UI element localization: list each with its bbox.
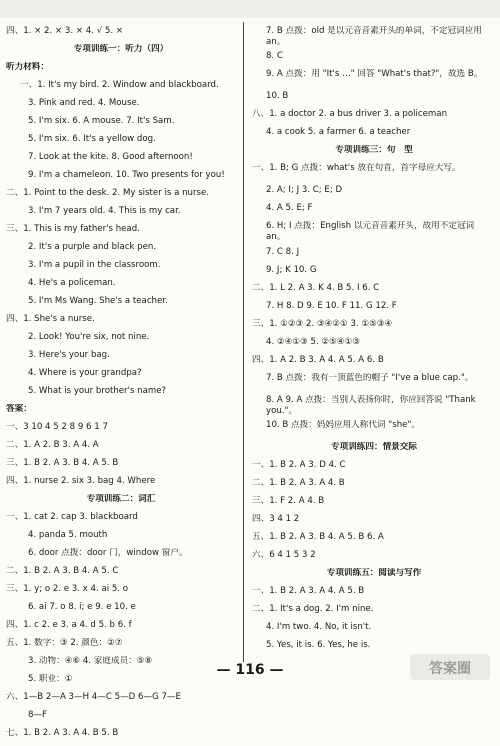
left-line: 一、1. It's my bird. 2. Window and blackboard.: [20, 80, 219, 90]
left-line: 一、3 10 4 5 2 8 9 6 1 7: [6, 422, 108, 432]
right-line: 4. a cook 5. a farmer 6. a teacher: [266, 127, 411, 138]
left-line: 三、1. This is my father's head.: [6, 224, 140, 234]
right-line: 7. H 8. D 9. E 10. F 11. G 12. F: [266, 300, 397, 311]
left-line: 3. I'm 7 years old. 4. This is my car.: [28, 206, 181, 216]
left-line: 3. I'm a pupil in the classroom.: [28, 260, 161, 270]
right-line: 10. B 点拨：妈妈应用人称代词 "she"。: [266, 420, 420, 431]
right-line: 7. C 8. J: [266, 246, 300, 257]
right-line: 四、3 4 1 2: [252, 514, 300, 525]
right-line: 5. Yes, it is. 6. Yes, he is.: [266, 640, 371, 651]
left-line: 四、1. × 2. × 3. × 4. √ 5. ×: [6, 26, 124, 36]
left-line: 5. I'm six. 6. A mouse. 7. It's Sam.: [28, 116, 175, 126]
left-column: [6, 26, 236, 746]
left-line: 5. 职业：①: [28, 674, 73, 684]
left-line: 二、1. Point to the desk. 2. My sister is a nurse.: [6, 188, 209, 198]
left-line: 7. Look at the kite. 8. Good afternoon!: [28, 152, 193, 162]
right-line: 专项训练四：情景交际: [331, 442, 417, 453]
right-line: 二、1. B 2. A 3. A 4. B: [252, 478, 345, 489]
left-line: 4. He's a policeman.: [28, 278, 116, 288]
left-line: 专项训练一：听力（四）: [73, 44, 169, 54]
left-line: 六、1—B 2—A 3—H 4—C 5—D 6—G 7—E: [6, 692, 181, 702]
right-line: 三、1. ①②③ 2. ③④②① 3. ①⑤③④: [252, 318, 393, 329]
right-line: 八、1. a doctor 2. a bus driver 3. a policeman: [252, 109, 448, 120]
left-line: 5. I'm Ms Wang. She's a teacher.: [28, 296, 168, 306]
left-line: 3. Pink and red. 4. Mouse.: [28, 98, 140, 108]
left-line: 3. 动物：④⑥ 4. 家庭成员：⑤⑧: [28, 656, 153, 666]
watermark-logo-icon: [410, 652, 490, 682]
left-line: 2. It's a purple and black pen.: [28, 242, 157, 252]
left-line: 9. I'm a chameleon. 10. Two presents for you!: [28, 170, 225, 180]
right-line: 专项训练五：阅读与写作: [326, 568, 422, 579]
right-column: [252, 26, 496, 658]
left-line: 6. door 点拨：door 门，window 窗户。: [28, 548, 188, 558]
right-line: 4. A 5. E; F: [266, 203, 313, 214]
left-line: 2. Look! You're six, not nine.: [28, 332, 150, 342]
left-line: 4. panda 5. mouth: [28, 530, 108, 540]
left-line: 答案：: [6, 404, 32, 414]
left-line: 七、1. B 2. A 3. A 4. B 5. B: [6, 728, 119, 738]
left-line: 四、1. She's a nurse.: [6, 314, 95, 324]
right-line: 一、1. B 2. A 3. D 4. C: [252, 460, 346, 471]
right-line: 2. A; I; J 3. C; E; D: [266, 185, 343, 196]
right-line: 五、1. B 2. A 3. B 4. A 5. B 6. A: [252, 532, 384, 543]
left-line: 四、1. nurse 2. six 3. bag 4. Where: [6, 476, 156, 486]
right-line: 二、1. L 2. A 3. K 4. B 5. I 6. C: [252, 282, 380, 293]
left-line: 听力材料：: [6, 62, 49, 72]
right-line: 4. ②④①③ 5. ②⑤④①③: [266, 336, 360, 347]
page-number: — 116 —: [216, 662, 284, 678]
left-line: 二、1. B 2. A 3. B 4. A 5. C: [6, 566, 119, 576]
left-line: 三、1. y; o 2. e 3. x 4. ai 5. o: [6, 584, 129, 594]
right-line: 9. J; K 10. G: [266, 264, 317, 275]
left-line: 专项训练二：词汇: [86, 494, 156, 504]
left-line: 8—F: [28, 710, 48, 720]
right-line: 4. I'm two. 4. No, it isn't.: [266, 622, 372, 633]
right-line: 8. A 9. A 点拨：当别人表扬你时，你应回答说 "Thank you."。: [266, 394, 476, 416]
right-line: 二、1. It's a dog. 2. I'm nine.: [252, 604, 374, 615]
left-line: 6. ai 7. o 8. i; e 9. e 10. e: [28, 602, 136, 612]
left-line: 五、1. 数字：③ 2. 颜色：②⑦: [6, 638, 123, 648]
right-line: 6. H; I 点拨：English 以元音音素开头，故用不定冠词 an。: [266, 221, 475, 243]
right-line: 一、1. B; G 点拨：what's 放在句首，首字母应大写。: [252, 163, 461, 174]
top-band: [0, 0, 500, 18]
left-line: 四、1. c 2. e 3. a 4. d 5. b 6. f: [6, 620, 132, 630]
column-divider: [243, 22, 244, 662]
left-line: 4. Where is your grandpa?: [28, 368, 142, 378]
right-line: 8. C: [266, 51, 283, 62]
right-line: 三、1. F 2. A 4. B: [252, 496, 325, 507]
left-line: 3. Here's your bag.: [28, 350, 110, 360]
right-line: 7. B 点拨：我有一顶蓝色的帽子 "I've a blue cap."。: [266, 372, 474, 383]
right-line: 一、1. B 2. A 3. A 4. A 5. B: [252, 586, 365, 597]
watermark-text: 答案圈: [429, 661, 471, 677]
right-line: 专项训练三：句 型: [335, 145, 413, 156]
right-line: 10. B: [266, 91, 289, 102]
left-line: 三、1. B 2. A 3. B 4. A 5. B: [6, 458, 119, 468]
left-line: 一、1. cat 2. cap 3. blackboard: [6, 512, 138, 522]
right-line: 四、1. A 2. B 3. A 4. A 5. A 6. B: [252, 354, 384, 365]
right-line: 9. A 点拨：用 "It's …" 回答 "What's that?"，故选 B。: [266, 69, 483, 80]
left-line: 二、1. A 2. B 3. A 4. A: [6, 440, 99, 450]
right-line: 7. B 点拨：old 是以元音音素开头的单词，不定冠词应用 an。: [266, 26, 482, 47]
right-line: 六、6 4 1 5 3 2: [252, 550, 316, 561]
left-line: 5. What is your brother's name?: [28, 386, 167, 396]
left-line: 5. I'm six. 6. It's a yellow dog.: [28, 134, 156, 144]
